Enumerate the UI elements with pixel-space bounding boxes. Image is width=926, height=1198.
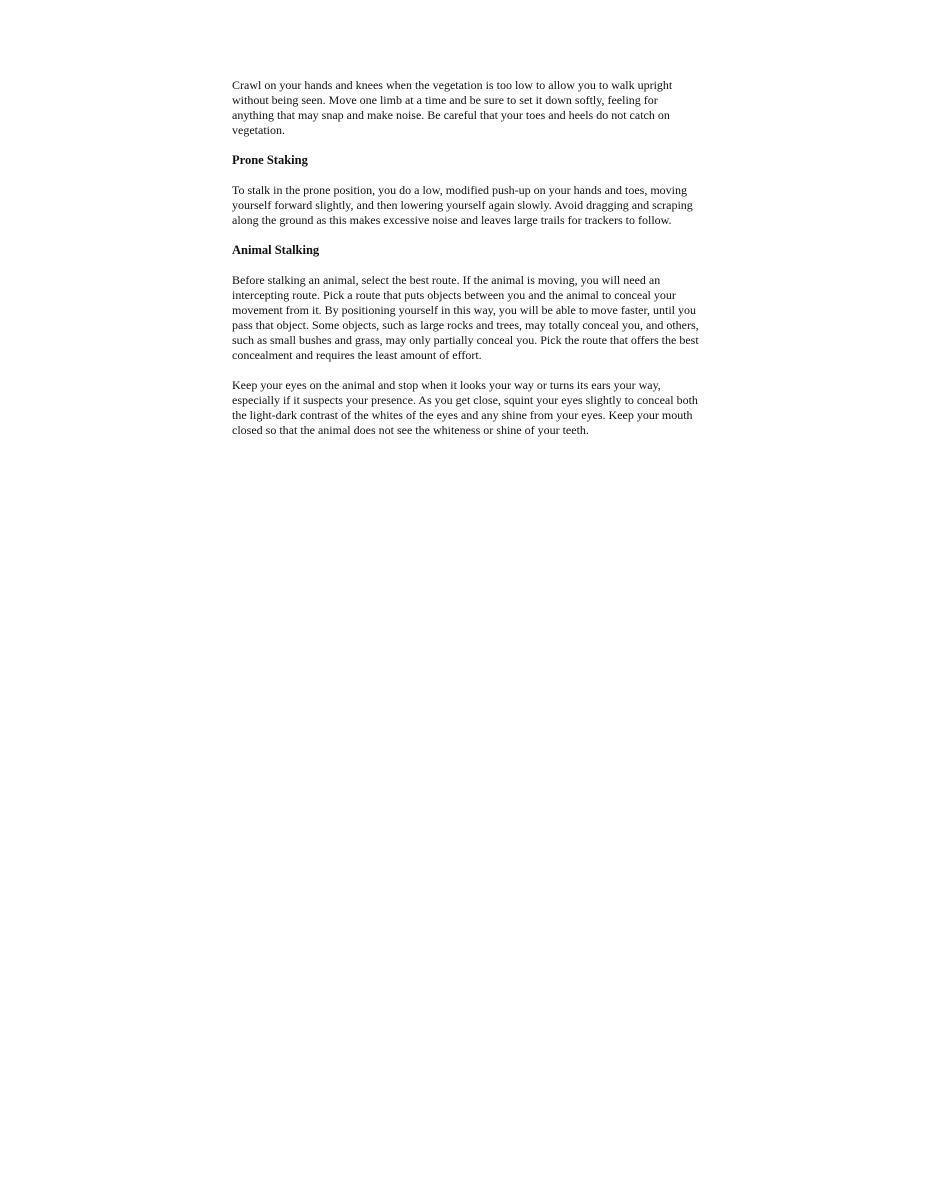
section-heading-prone-staking: Prone Staking: [232, 153, 308, 167]
animal-stalking-paragraph-1: Before stalking an animal, select the best route. If the animal is moving, you will need an intercepting route. Pick a route that puts objects between you and the animal to conceal your movement from it. By positioning yourself in this way, you will be able to move faster, until you pass that object. Some objects, such as large rocks and trees, may totally conceal you, and others, such as small bushes and grass, may only partially conceal you. Pick the route that offers the best concealment and requires the least amount of effort.: [232, 273, 699, 362]
intro-paragraph: Crawl on your hands and knees when the vegetation is too low to allow you to walk upright without being seen. Move one limb at a time and be sure to set it down softly, feeling for anything that may snap and make noise. Be careful that your toes and heels do not catch on vegetation.: [232, 78, 673, 137]
animal-stalking-paragraph-2: Keep your eyes on the animal and stop when it looks your way or turns its ears your way, especially if it suspects your presence. As you get close, squint your eyes slightly to conceal both the light-dark contrast of the whites of the eyes and any shine from your eyes. Keep your mouth closed so that the animal does not see the whiteness or shine of your teeth.: [232, 378, 698, 437]
prone-staking-paragraph: To stalk in the prone position, you do a low, modified push-up on your hands and toes, moving yourself forward slightly, and then lowering yourself again slowly. Avoid dragging and scraping along the ground as this makes excessive noise and leaves large trails for trackers to follow.: [232, 183, 693, 227]
section-heading-animal-stalking: Animal Stalking: [232, 243, 320, 257]
page-content: [232, 78, 702, 453]
